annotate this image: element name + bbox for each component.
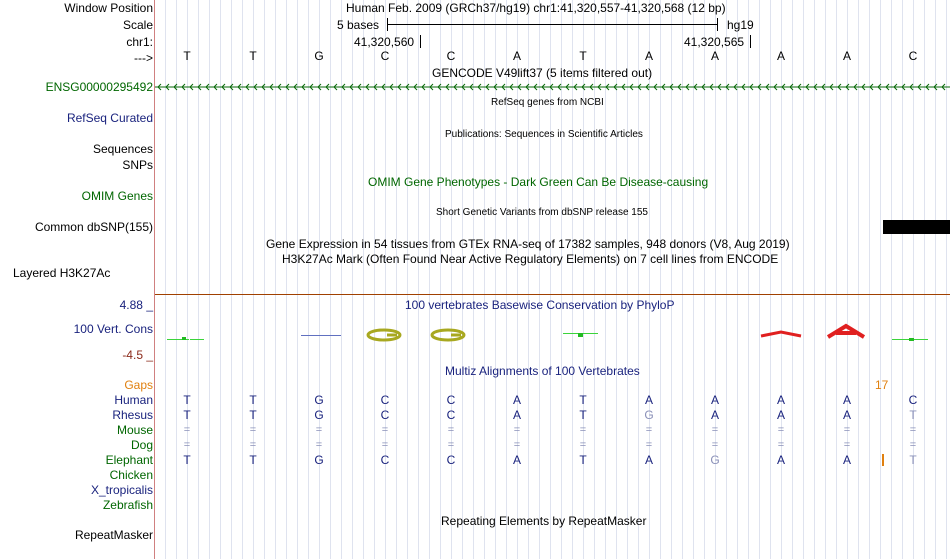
- align-base: =: [711, 439, 719, 451]
- coord-label-2: 41,320,565: [684, 35, 745, 49]
- base: G: [314, 49, 324, 63]
- align-base: =: [381, 424, 389, 436]
- coord-tick-1: [420, 35, 421, 48]
- label-common-dbsnp[interactable]: Common dbSNP(155): [34, 220, 153, 234]
- base: C: [908, 49, 918, 63]
- scale-bar: [387, 24, 717, 25]
- alignment-row-rhesus: [0, 408, 950, 423]
- align-base: G: [314, 453, 324, 467]
- align-base: A: [776, 408, 785, 422]
- track-title-multiz[interactable]: Multiz Alignments of 100 Vertebrates: [445, 364, 640, 378]
- alignment-row-elephant: [0, 453, 950, 468]
- align-base: =: [645, 439, 653, 451]
- align-base: C: [446, 453, 456, 467]
- label-layered-h3k27ac[interactable]: Layered H3K27Ac: [13, 266, 111, 280]
- label-species-mouse: Mouse: [116, 423, 153, 437]
- align-base: C: [908, 393, 918, 407]
- alignment-row-dog: [0, 438, 950, 453]
- align-base: A: [512, 393, 521, 407]
- align-base: =: [843, 439, 851, 451]
- scale-bases: 5 bases: [337, 18, 380, 32]
- track-title-omim[interactable]: OMIM Gene Phenotypes - Dark Green Can Be Disease-causing: [368, 175, 709, 189]
- align-base: =: [579, 439, 587, 451]
- label-refseq-curated[interactable]: RefSeq Curated: [66, 111, 153, 125]
- label-species-chicken: Chicken: [109, 468, 153, 482]
- align-base: =: [909, 439, 917, 451]
- base: C: [380, 49, 390, 63]
- label-species-elephant: Elephant: [105, 453, 153, 467]
- align-base: =: [249, 424, 257, 436]
- base: T: [579, 49, 587, 63]
- align-base: T: [249, 393, 257, 407]
- align-base: =: [711, 424, 719, 436]
- align-base: T: [579, 408, 587, 422]
- track-title-repeatmasker[interactable]: Repeating Elements by RepeatMasker: [441, 514, 647, 528]
- align-base: A: [512, 408, 521, 422]
- label-sequences[interactable]: Sequences: [92, 142, 153, 156]
- align-base: =: [777, 439, 785, 451]
- label-species-rhesus: Rhesus: [112, 408, 153, 422]
- scale-bar-right-tick: [717, 18, 718, 31]
- track-title-publications[interactable]: Publications: Sequences in Scientific Articles: [445, 129, 643, 140]
- label-cons-min: -4.5 _: [122, 348, 153, 362]
- label-cons-max: 4.88 _: [119, 298, 153, 312]
- label-window-position: Window Position: [64, 1, 153, 15]
- align-base: A: [644, 453, 653, 467]
- align-base: =: [381, 439, 389, 451]
- align-base: C: [446, 408, 456, 422]
- align-base-mismatch: T: [909, 408, 917, 422]
- track-title-dbsnp[interactable]: Short Genetic Variants from dbSNP release 155: [436, 207, 648, 218]
- label-gaps: Gaps: [124, 378, 153, 392]
- base: A: [842, 49, 851, 63]
- align-base: T: [249, 453, 257, 467]
- align-base: A: [710, 393, 719, 407]
- align-base: A: [776, 393, 785, 407]
- align-base: A: [842, 393, 851, 407]
- align-base: =: [909, 424, 917, 436]
- align-base: T: [183, 453, 191, 467]
- ensg-gene-strand-line[interactable]: [155, 82, 950, 92]
- align-base: =: [183, 439, 191, 451]
- label-snps[interactable]: SNPs: [122, 158, 153, 172]
- align-base: =: [315, 439, 323, 451]
- align-base: =: [645, 424, 653, 436]
- align-base: =: [777, 424, 785, 436]
- align-base-mismatch: T: [909, 453, 917, 467]
- base: C: [446, 49, 456, 63]
- align-base: =: [513, 439, 521, 451]
- base: A: [776, 49, 785, 63]
- label-species-human: Human: [114, 393, 153, 407]
- label-omim-genes[interactable]: OMIM Genes: [81, 189, 153, 203]
- align-base: A: [776, 453, 785, 467]
- align-base: C: [380, 453, 390, 467]
- align-base: A: [842, 453, 851, 467]
- align-base: C: [380, 393, 390, 407]
- alignment-row-mouse: [0, 423, 950, 438]
- align-base: T: [249, 408, 257, 422]
- align-base-mismatch: G: [644, 408, 654, 422]
- align-base: T: [183, 393, 191, 407]
- align-base: A: [512, 453, 521, 467]
- insertion-marker: [882, 454, 884, 466]
- align-base: T: [183, 408, 191, 422]
- base: T: [183, 49, 191, 63]
- align-base: =: [249, 439, 257, 451]
- label-species-zebrafish: Zebrafish: [102, 498, 153, 512]
- align-base: T: [579, 453, 587, 467]
- base: A: [512, 49, 521, 63]
- base: A: [644, 49, 653, 63]
- align-base: =: [447, 439, 455, 451]
- align-base: C: [446, 393, 456, 407]
- align-base: =: [843, 424, 851, 436]
- label-chr: chr1:: [126, 35, 153, 49]
- track-title-phylop[interactable]: 100 vertebrates Basewise Conservation by PhyloP: [405, 298, 675, 312]
- label-species-dog: Dog: [130, 438, 153, 452]
- base: T: [249, 49, 257, 63]
- align-base: =: [447, 424, 455, 436]
- coord-label-1: 41,320,560: [354, 35, 415, 49]
- position-title: Human Feb. 2009 (GRCh37/hg19) chr1:41,320,557-41,320,568 (12 bp): [346, 1, 726, 15]
- label-100-vert-cons[interactable]: 100 Vert. Cons: [73, 322, 153, 336]
- align-base: T: [579, 393, 587, 407]
- track-title-gencode[interactable]: GENCODE V49lift37 (5 items filtered out): [432, 66, 653, 80]
- label-scale: Scale: [122, 18, 153, 32]
- label-species-xtropicalis: X_tropicalis: [90, 483, 153, 497]
- label-repeatmasker[interactable]: RepeatMasker: [74, 528, 153, 542]
- align-base: A: [842, 408, 851, 422]
- gap-count: 17: [875, 378, 889, 392]
- align-base: =: [315, 424, 323, 436]
- align-base: C: [380, 408, 390, 422]
- track-title-h3k27ac[interactable]: H3K27Ac Mark (Often Found Near Active Regulatory Elements) on 7 cell lines from ENCODE: [282, 252, 779, 266]
- align-base: A: [710, 408, 719, 422]
- coord-tick-2: [750, 35, 751, 48]
- label-ensg-gene[interactable]: ENSG00000295492: [45, 80, 153, 94]
- align-base: A: [644, 393, 653, 407]
- scale-assembly: hg19: [727, 18, 754, 32]
- base: A: [710, 49, 719, 63]
- dbsnp-variant-block[interactable]: [883, 220, 950, 234]
- label-strand-arrow[interactable]: --->: [134, 51, 153, 65]
- track-title-refseq[interactable]: RefSeq genes from NCBI: [491, 97, 604, 108]
- phylop-conservation-plot[interactable]: [155, 320, 950, 350]
- align-base: =: [579, 424, 587, 436]
- align-base: G: [314, 408, 324, 422]
- h3k27ac-signal-line: [155, 294, 950, 295]
- align-base: =: [513, 424, 521, 436]
- track-title-gtex[interactable]: Gene Expression in 54 tissues from GTEx RNA-seq of 17382 samples, 948 donors (V8, Aug 2019): [266, 237, 790, 251]
- alignment-row-human: [0, 393, 950, 408]
- align-base: G: [314, 393, 324, 407]
- align-base: =: [183, 424, 191, 436]
- align-base-mismatch: G: [710, 453, 720, 467]
